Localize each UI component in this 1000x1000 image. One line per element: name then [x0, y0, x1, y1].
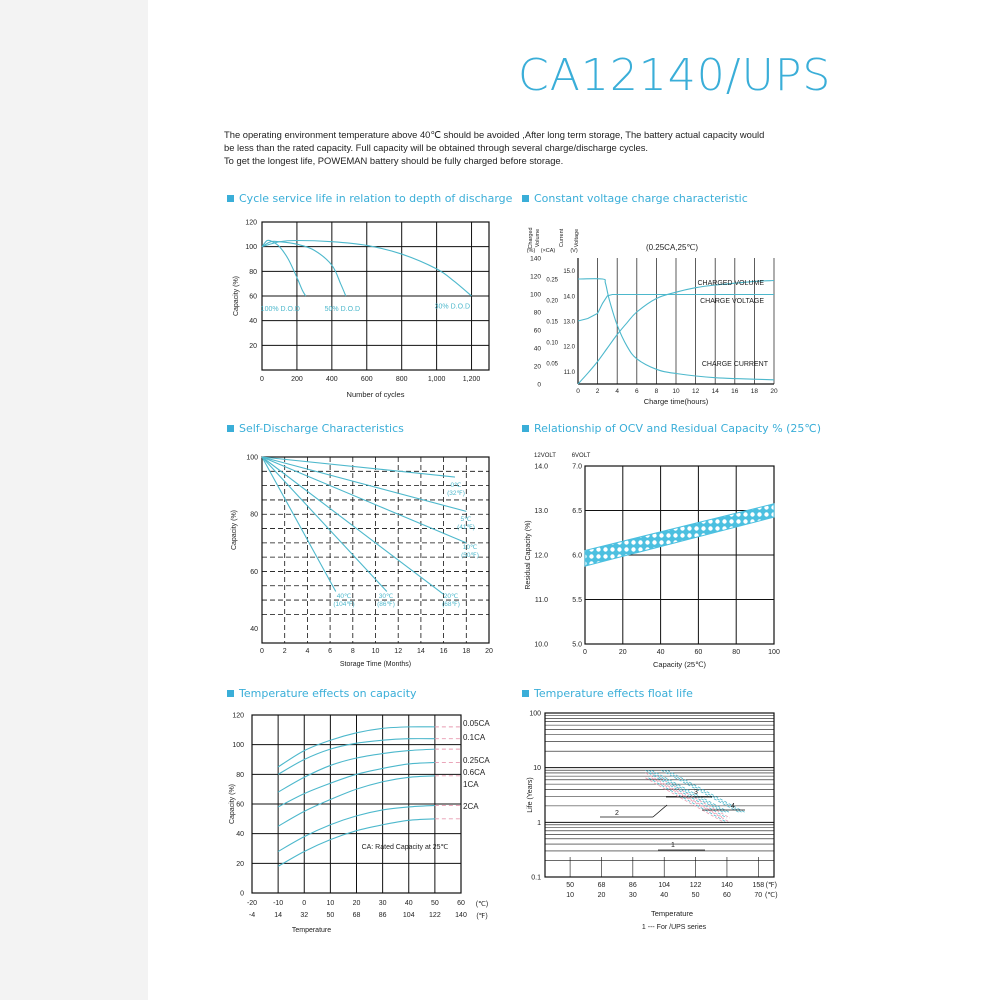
float-leader-line: [653, 805, 667, 817]
temp-y-tick: 20: [236, 860, 244, 868]
cv-charged-tick: 140: [530, 255, 541, 263]
temp-x-tick-f: -4: [248, 912, 256, 919]
section-label: Cycle service life in relation to depth of discharge: [239, 192, 513, 205]
cv-header: (×CA): [540, 248, 556, 254]
self-x-tick: 16: [439, 648, 448, 655]
float-x-tick-f: 140: [721, 882, 733, 889]
float-curve-label: 1: [671, 842, 675, 849]
self-series-label: (32℉): [447, 490, 465, 497]
float-curve-label: 3: [694, 789, 698, 796]
self-series-label: (86℉): [377, 601, 395, 608]
self-x-tick: 0: [260, 648, 264, 655]
cv-current-tick: 0.15: [546, 319, 558, 326]
ocv-y6-tick: 6.0: [572, 552, 582, 560]
ocv-x-tick: 100: [768, 649, 780, 656]
ocv-y12-tick: 11.0: [534, 597, 548, 604]
self-series-label: 30℃: [378, 593, 394, 600]
cycle-x-tick: 0: [260, 376, 264, 383]
self-series-label: 40℃: [336, 593, 352, 600]
cv-series-label: CHARGE CURRENT: [701, 361, 768, 368]
temp-unit-c: (℃): [475, 901, 489, 908]
cv-x-tick: 20: [770, 388, 778, 395]
cycle-x-label: Number of cycles: [346, 390, 405, 399]
self-y-tick: 60: [250, 568, 258, 576]
ocv-x-tick: 0: [583, 649, 587, 656]
cycle-series-line: [262, 241, 346, 296]
temp-x-tick-c: -10: [273, 900, 284, 907]
float-x-tick-c: (℃): [765, 892, 778, 899]
temp-x-tick-f: 104: [402, 912, 415, 919]
temp-y-tick: 40: [236, 831, 244, 839]
float-x-tick-f: 50: [566, 882, 574, 889]
cv-header: (V): [570, 248, 578, 254]
cv-current-tick: 0.10: [546, 340, 558, 347]
temp-series-label: 0.25CA: [463, 756, 490, 765]
temp-y-tick: 100: [232, 742, 244, 750]
cv-x-tick: 12: [691, 388, 700, 395]
temp-x-tick-f: 122: [429, 912, 441, 919]
temp-series-label: 2CA: [463, 802, 479, 811]
cycle-x-tick: 200: [291, 376, 303, 383]
self-series-line: [262, 457, 466, 543]
cv-voltage-tick: 11.0: [563, 369, 575, 376]
temp-series-label: 0.1CA: [463, 733, 486, 742]
self-series-line: [262, 457, 455, 477]
self-series-label: (104℉): [333, 601, 355, 608]
cv-x-label: Charge time(hours): [643, 397, 709, 406]
cv-charged-tick: 80: [533, 309, 541, 317]
temp-y-label: Capacity (%): [229, 783, 236, 825]
section-label: Temperature effects float life: [534, 687, 693, 700]
cv-charged-tick: 60: [533, 327, 541, 335]
cv-header: Volume: [535, 228, 541, 248]
cycle-x-tick: 400: [326, 376, 338, 383]
float-x-tick-f: (℉): [765, 882, 777, 889]
cv-charged-tick: 120: [530, 273, 541, 281]
self-x-tick: 14: [417, 648, 425, 655]
self-series-label: (50℉): [461, 552, 479, 559]
self-y-tick: 80: [250, 511, 258, 519]
cv-x-tick: 8: [654, 388, 659, 395]
cycle-y-tick: 100: [245, 244, 257, 252]
temp-series-label: 0.6CA: [463, 768, 486, 777]
cv-voltage-tick: 13.0: [563, 319, 575, 326]
self-x-label: Storage Time (Months): [339, 661, 412, 668]
temp-y-tick: 60: [236, 801, 244, 809]
cycle-x-tick: 1,000: [427, 376, 446, 383]
page-title: CA12140/UPS: [518, 50, 832, 101]
self-series-label: (41℉): [457, 524, 475, 531]
cv-header: Voltage: [574, 228, 580, 248]
intro-line: be less than the rated capacity. Full capacity will be obtained through several charge/discharge cycles.: [224, 142, 649, 153]
cv-x-tick: 18: [750, 388, 759, 395]
self-y-tick: 100: [246, 454, 258, 462]
float-curve-label: 2: [615, 810, 619, 817]
temp-x-tick-c: 20: [352, 900, 361, 907]
ocv-y6-tick: 7.0: [572, 463, 582, 471]
float-plot-frame: [545, 713, 774, 877]
self-x-tick: 10: [371, 648, 380, 655]
ocv-x-tick: 60: [694, 649, 703, 656]
temp-x-tick-f: 68: [352, 912, 361, 919]
cv-charged-tick: 40: [533, 345, 541, 353]
cycle-y-label: Capacity (%): [233, 275, 240, 317]
float-y-tick: 10: [533, 765, 541, 773]
float-x-tick-f: 158: [752, 882, 765, 889]
temp-x-tick-c: 60: [457, 900, 465, 907]
cv-header: Current: [559, 228, 565, 248]
temp-y-tick: 80: [236, 771, 244, 779]
cv-current-tick: 0.20: [546, 298, 558, 305]
float-series-line: [646, 778, 724, 822]
temp-x-tick-c: 50: [430, 900, 439, 907]
cv-x-tick: 14: [711, 388, 719, 395]
cv-header: (%): [526, 248, 536, 254]
ocv-residual-band: [585, 504, 774, 566]
float-x-tick-c: 40: [660, 892, 669, 899]
ocv-y12-tick: 14.0: [534, 463, 548, 471]
self-y-tick: 40: [250, 626, 258, 634]
self-x-tick: 8: [350, 648, 355, 655]
temp-x-tick-f: 140: [455, 912, 467, 919]
cycle-series-label: 30% D.O.D: [434, 303, 471, 311]
cv-x-tick: 4: [615, 388, 620, 395]
ocv-x-label: Capacity (25℃): [652, 660, 707, 669]
ocv-y6-tick: 5.0: [572, 641, 582, 649]
float-x-tick-c: 30: [628, 892, 637, 899]
self-y-label: Capacity (%): [231, 509, 238, 551]
self-series-label: 10℃: [462, 544, 478, 551]
section-label: Temperature effects on capacity: [239, 687, 417, 700]
float-note: 1 --- For /UPS series: [641, 924, 707, 931]
temp-x-tick-c: -20: [246, 900, 258, 907]
ocv-header: 6VOLT: [571, 453, 591, 459]
ocv-x-tick: 80: [732, 649, 741, 656]
float-y-tick: 1: [537, 819, 541, 827]
temp-x-tick-f: 14: [274, 912, 283, 919]
self-x-tick: 6: [328, 648, 333, 655]
float-y-tick: 0.1: [531, 874, 541, 882]
self-x-tick: 12: [394, 648, 403, 655]
cv-charged-tick: 20: [533, 363, 541, 371]
self-series-label: (68℉): [442, 601, 460, 608]
ocv-y-label: Residual Capacity (%): [525, 520, 532, 590]
cycle-x-tick: 800: [395, 376, 408, 383]
ocv-y6-tick: 6.5: [572, 508, 582, 515]
temp-x-tick-f: 32: [300, 912, 309, 919]
float-x-label: Temperature: [650, 909, 694, 918]
cv-x-tick: 16: [731, 388, 739, 395]
temp-series-label: 0.05CA: [463, 719, 490, 728]
cycle-x-tick: 1,200: [462, 376, 481, 383]
self-x-tick: 18: [462, 648, 471, 655]
cycle-y-tick: 120: [245, 219, 257, 227]
temp-x-tick-c: 0: [302, 900, 307, 907]
temp-y-tick: 120: [232, 712, 244, 720]
cv-current-tick: 0.25: [546, 277, 558, 284]
self-series-label: 5℃: [460, 516, 472, 523]
self-series-label: 20℃: [443, 593, 459, 600]
float-curve-label: 4: [731, 803, 735, 810]
ocv-header: 12VOLT: [534, 453, 556, 459]
cv-voltage-tick: 15.0: [563, 269, 575, 276]
cycle-x-tick: 600: [360, 376, 373, 383]
cycle-series-label: 100% D.O.D: [260, 305, 300, 313]
self-series-line: [262, 457, 466, 511]
cv-voltage-tick: 14.0: [563, 294, 575, 301]
ocv-y12-tick: 12.0: [534, 552, 548, 560]
cv-x-tick: 6: [634, 388, 639, 395]
float-x-tick-c: 70: [754, 892, 763, 899]
section-label: Self-Discharge Characteristics: [239, 422, 404, 435]
float-series-line: [652, 770, 730, 813]
float-x-tick-c: 50: [691, 892, 700, 899]
float-x-tick-f: 68: [597, 882, 606, 889]
cv-title: (0.25CA,25℃): [645, 243, 699, 252]
float-x-tick-f: 104: [658, 882, 671, 889]
temp-x-tick-c: 30: [378, 900, 387, 907]
temp-y-tick: 0: [240, 890, 244, 898]
cv-series-label: CHARGE VOLTAGE: [700, 298, 764, 305]
cycle-y-tick: 40: [249, 318, 257, 326]
cv-charged-tick: 100: [530, 291, 541, 299]
float-x-tick-c: 10: [566, 892, 574, 899]
temp-x-tick-c: 40: [404, 900, 413, 907]
cycle-y-tick: 20: [249, 342, 257, 350]
cv-charged-tick: 0: [537, 381, 541, 389]
cv-series-label: CHARGED VOLUME: [697, 280, 764, 287]
cv-x-tick: 0: [576, 388, 580, 395]
cycle-series-line: [262, 240, 306, 296]
float-x-tick-c: 20: [597, 892, 606, 899]
temp-unit-f: (℉): [476, 913, 488, 920]
ocv-x-tick: 20: [618, 649, 627, 656]
temp-series-label: 1CA: [463, 780, 479, 789]
ocv-y6-tick: 5.5: [572, 597, 582, 604]
temp-x-tick-f: 86: [378, 912, 387, 919]
float-x-tick-c: 60: [723, 892, 731, 899]
temp-annotation: CA: Rated Capacity at 25℃: [361, 844, 449, 851]
intro-line: The operating environment temperature above 40℃ should be avoided ,After long term storage, The battery actual capacity would: [224, 129, 765, 140]
intro-line: To get the longest life, POWEMAN battery should be fully charged before storage.: [224, 155, 564, 166]
float-y-tick: 100: [529, 710, 541, 718]
temp-x-tick-c: 10: [326, 900, 335, 907]
cycle-series-label: 50% D.O.D: [324, 305, 361, 313]
float-series-line: [649, 770, 727, 813]
ocv-x-tick: 40: [656, 649, 665, 656]
self-x-tick: 4: [305, 648, 310, 655]
float-y-label: Life (Years): [527, 777, 534, 813]
cv-header: Charged: [528, 227, 534, 249]
cv-voltage-tick: 12.0: [563, 344, 575, 351]
cycle-y-tick: 80: [249, 268, 257, 276]
section-label: Constant voltage charge characteristic: [534, 192, 748, 205]
cv-x-tick: 10: [672, 388, 680, 395]
ocv-y12-tick: 10.0: [534, 641, 548, 649]
float-x-tick-f: 86: [628, 882, 637, 889]
self-series-label: 0℃: [450, 482, 462, 489]
temp-x-label: Temperature: [291, 927, 332, 934]
ocv-y12-tick: 13.0: [534, 508, 548, 515]
float-x-tick-f: 122: [689, 882, 702, 889]
temp-x-tick-f: 50: [326, 912, 335, 919]
cycle-y-tick: 60: [249, 293, 257, 301]
cv-x-tick: 2: [595, 388, 600, 395]
self-x-tick: 20: [485, 648, 493, 655]
cv-current-tick: 0.05: [546, 361, 558, 368]
section-label: Relationship of OCV and Residual Capacity % (25℃): [534, 422, 822, 435]
self-x-tick: 2: [282, 648, 287, 655]
